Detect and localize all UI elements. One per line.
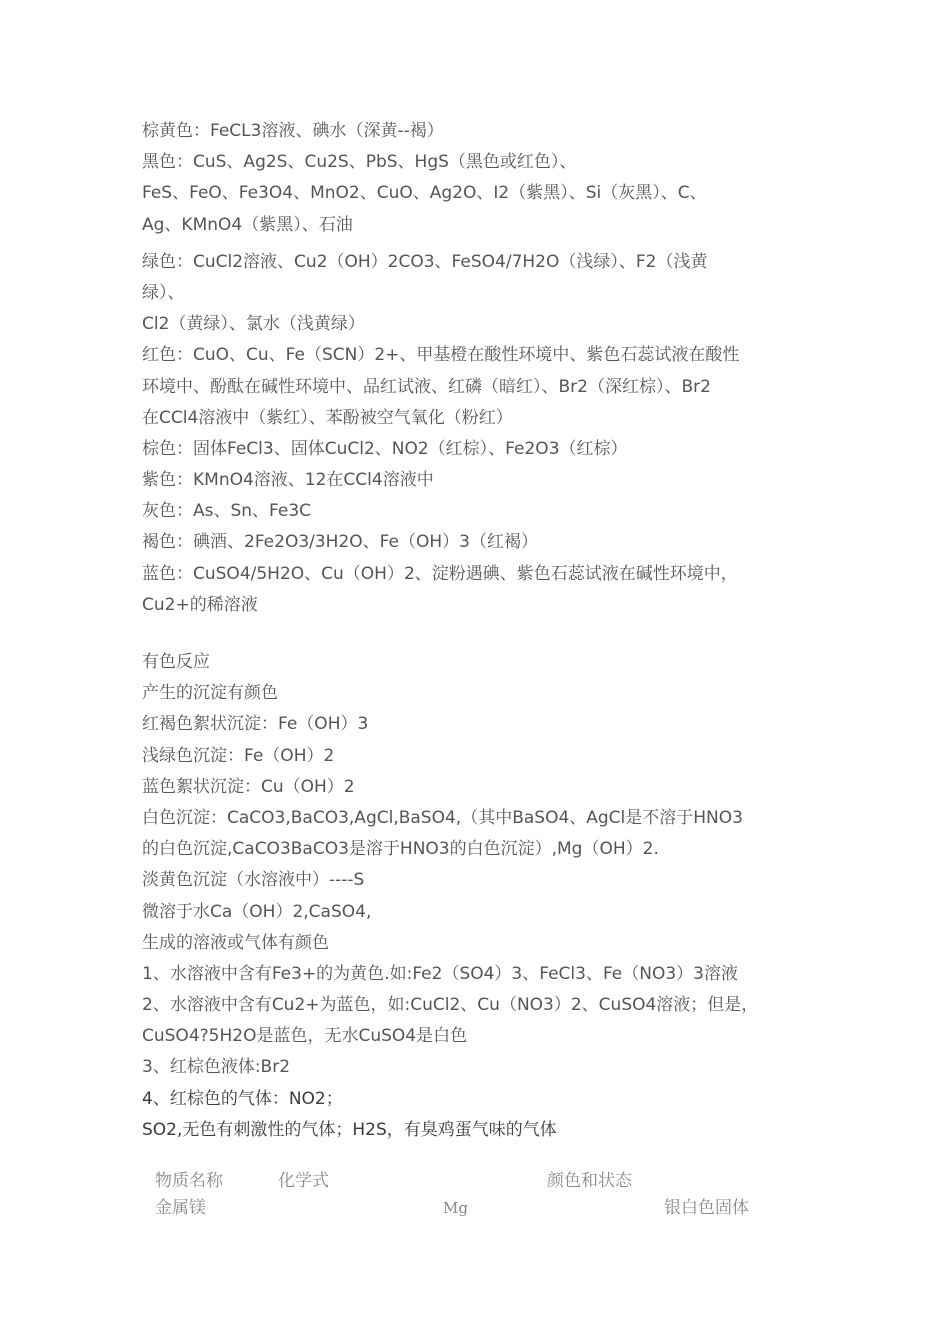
text-line: FeS、FeO、Fe3O4、MnO2、CuO、Ag2O、I2（紫黑）、Si（灰黑）、C、	[142, 183, 707, 204]
header-cell-name: 物质名称	[155, 1171, 223, 1191]
text-line: Cu2+的稀溶液	[142, 594, 258, 615]
text-line: 在CCl4溶液中（紫红）、苯酚被空气氧化（粉红）	[142, 407, 513, 428]
document-body	[142, 116, 822, 1146]
text-line: 环境中、酚酞在碱性环境中、品红试液、红磷（暗红）、Br2（深红棕）、Br2	[142, 376, 711, 397]
section-heading: 有色反应	[142, 652, 210, 672]
text-line: CuSO4?5H2O是蓝色，无水CuSO4是白色	[142, 1026, 468, 1047]
text-line: 紫色：KMnO4溶液、12在CCl4溶液中	[142, 470, 434, 491]
text-line: 2、水溶液中含有Cu2+为蓝色，如:CuCl2、Cu（NO3）2、CuSO4溶液；但是，	[142, 995, 759, 1016]
text-line: 褐色：碘酒、2Fe2O3/3H2O、Fe（OH）3（红褐）	[142, 532, 538, 553]
text-line: 生成的溶液或气体有颜色	[142, 932, 329, 953]
text-line: 1、水溶液中含有Fe3+的为黄色.如:Fe2（SO4）3、FeCl3、Fe（NO3）3溶液	[142, 963, 738, 984]
table-cell-color-state: 银白色固体	[664, 1198, 749, 1218]
table-cell-name: 金属镁	[155, 1198, 206, 1218]
header-cell-color-state: 颜色和状态	[547, 1171, 632, 1191]
text-line: 微溶于水Ca（OH）2,CaSO4,	[142, 901, 372, 922]
text-line: 棕黄色：FeCL3溶液、碘水（深黄--褐）	[142, 121, 444, 141]
header-cell-formula: 化学式	[278, 1171, 329, 1191]
text-line: 的白色沉淀,CaCO3BaCO3是溶于HNO3的白色沉淀）,Mg（OH）2.	[142, 839, 659, 860]
text-line: 蓝色絮状沉淀：Cu（OH）2	[142, 776, 355, 797]
text-line: SO2,无色有刺激性的气体；H2S，有臭鸡蛋气味的气体	[142, 1119, 557, 1140]
text-line: 红褐色絮状沉淀：Fe（OH）3	[142, 714, 369, 735]
text-line: 蓝色：CuSO4/5H2O、Cu（OH）2、淀粉遇碘、紫色石蕊试液在碱性环境中，	[142, 563, 738, 584]
substance-table	[155, 1168, 795, 1222]
text-line: 产生的沉淀有颜色	[142, 683, 278, 704]
table-row	[155, 1195, 795, 1222]
table-cell-formula: Mg	[443, 1199, 468, 1217]
text-line: 3、红棕色液体:Br2	[142, 1057, 291, 1078]
text-line: 红色：CuO、Cu、Fe（SCN）2+、甲基橙在酸性环境中、紫色石蕊试液在酸性	[142, 345, 740, 366]
text-line: 绿）、	[142, 282, 185, 303]
text-line: 浅绿色沉淀：Fe（OH）2	[142, 745, 335, 766]
text-line: 灰色：As、Sn、Fe3C	[142, 501, 312, 522]
text-line: 4、红棕色的气体：NO2；	[142, 1088, 343, 1109]
text-line: 棕色：固体FeCl3、固体CuCl2、NO2（红棕）、Fe2O3（红棕）	[142, 438, 628, 459]
text-line: Cl2（黄绿）、氯水（浅黄绿）	[142, 314, 365, 335]
text-line: Ag、KMnO4（紫黑）、石油	[142, 214, 353, 235]
text-line: 绿色：CuCl2溶液、Cu2（OH）2CO3、FeSO4/7H2O（浅绿）、F2（浅黄	[142, 251, 708, 272]
table-header-row	[155, 1168, 795, 1195]
text-line: 淡黄色沉淀（水溶液中）----S	[142, 870, 365, 891]
text-line: 黑色：CuS、Ag2S、Cu2S、PbS、HgS（黑色或红色）、	[142, 152, 577, 173]
text-line: 白色沉淀：CaCO3,BaCO3,AgCl,BaSO4,（其中BaSO4、AgCl是不溶于HNO3	[142, 807, 743, 828]
